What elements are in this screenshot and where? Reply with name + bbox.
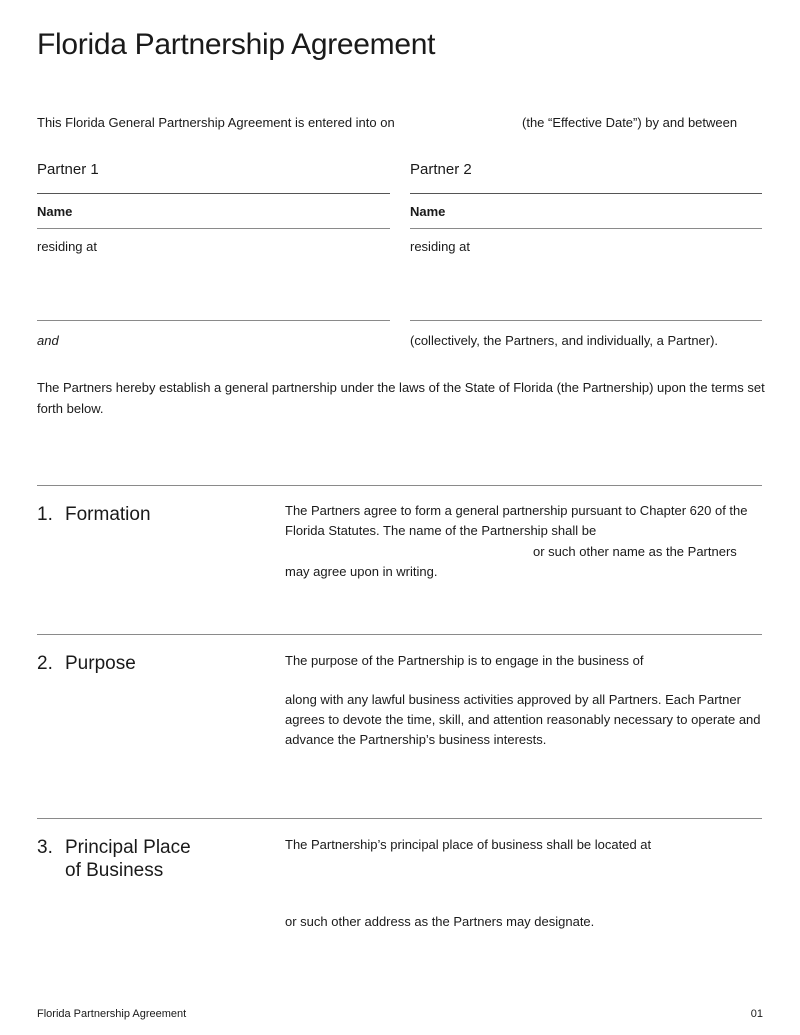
- footer-doc-name: Florida Partnership Agreement: [37, 1008, 187, 1020]
- intro-effective-date-text: (the “Effective Date”) by and between: [522, 115, 738, 130]
- section-3-heading: Principal Place of Business: [65, 837, 191, 881]
- divider: [37, 193, 390, 194]
- section-1-number: 1.: [37, 504, 53, 525]
- partner-2-address-field[interactable]: [410, 262, 762, 314]
- section-1-text: The Partners agree to form a general partnership pursuant to Chapter 620 of the Florida Statutes. The name of the Partnership shall be: [285, 503, 748, 538]
- collectively-text: (collectively, the Partners, and individually, a Partner).: [410, 333, 719, 348]
- divider: [410, 228, 762, 229]
- section-2-heading: Purpose: [65, 653, 136, 674]
- partner-1-name-label: Name: [37, 204, 73, 219]
- partnership-name-field[interactable]: [285, 542, 525, 562]
- partner-2-heading-field[interactable]: [410, 180, 762, 192]
- section-divider: [37, 634, 762, 635]
- section-3-text: The Partnership’s principal place of business shall be located at: [285, 837, 652, 852]
- effective-date-field[interactable]: [408, 112, 513, 132]
- partner-2-name-field[interactable]: [453, 202, 758, 222]
- partner-1-heading-field[interactable]: [37, 180, 390, 192]
- section-1-text-3: may agree upon in writing.: [285, 564, 438, 579]
- footer-page-number: 01: [750, 1008, 763, 1020]
- section-2-number: 2.: [37, 653, 53, 674]
- partner-2-address-label: residing at: [410, 239, 470, 254]
- partner-1-address-label: residing at: [37, 239, 97, 254]
- and-label: and: [37, 333, 59, 348]
- section-divider: [37, 485, 762, 486]
- section-2-text: The purpose of the Partnership is to engage in the business of: [285, 653, 644, 668]
- business-purpose-field[interactable]: [285, 672, 760, 688]
- divider: [410, 320, 762, 321]
- section-1-text-2: or such other name as the Partners: [533, 544, 737, 559]
- partner-1-heading: Partner 1: [37, 161, 99, 178]
- section-3-number: 3.: [37, 837, 53, 858]
- establish-paragraph: The Partners hereby establish a general partnership under the laws of the State of Florida (the Partnership) upon the terms set forth below.: [37, 380, 765, 416]
- partner-2-name-label: Name: [410, 204, 446, 219]
- section-divider: [37, 818, 762, 819]
- divider: [410, 193, 762, 194]
- partner-2-heading: Partner 2: [410, 161, 472, 178]
- page-title: Florida Partnership Agreement: [37, 28, 436, 61]
- divider: [37, 228, 390, 229]
- partner-1-name-field[interactable]: [80, 202, 385, 222]
- intro-text: This Florida General Partnership Agreement is entered into on: [37, 115, 395, 130]
- section-2-text-2: along with any lawful business activities approved by all Partners. Each Partner agrees to devote the time, skill, and attention reasonably necessary to operate and advance the Partnership’s business interests.: [285, 692, 761, 747]
- section-3-text-2: or such other address as the Partners may designate.: [285, 914, 595, 929]
- partner-1-address-field[interactable]: [37, 262, 390, 314]
- divider: [37, 320, 390, 321]
- section-1-heading: Formation: [65, 504, 151, 525]
- business-address-field[interactable]: [285, 860, 760, 908]
